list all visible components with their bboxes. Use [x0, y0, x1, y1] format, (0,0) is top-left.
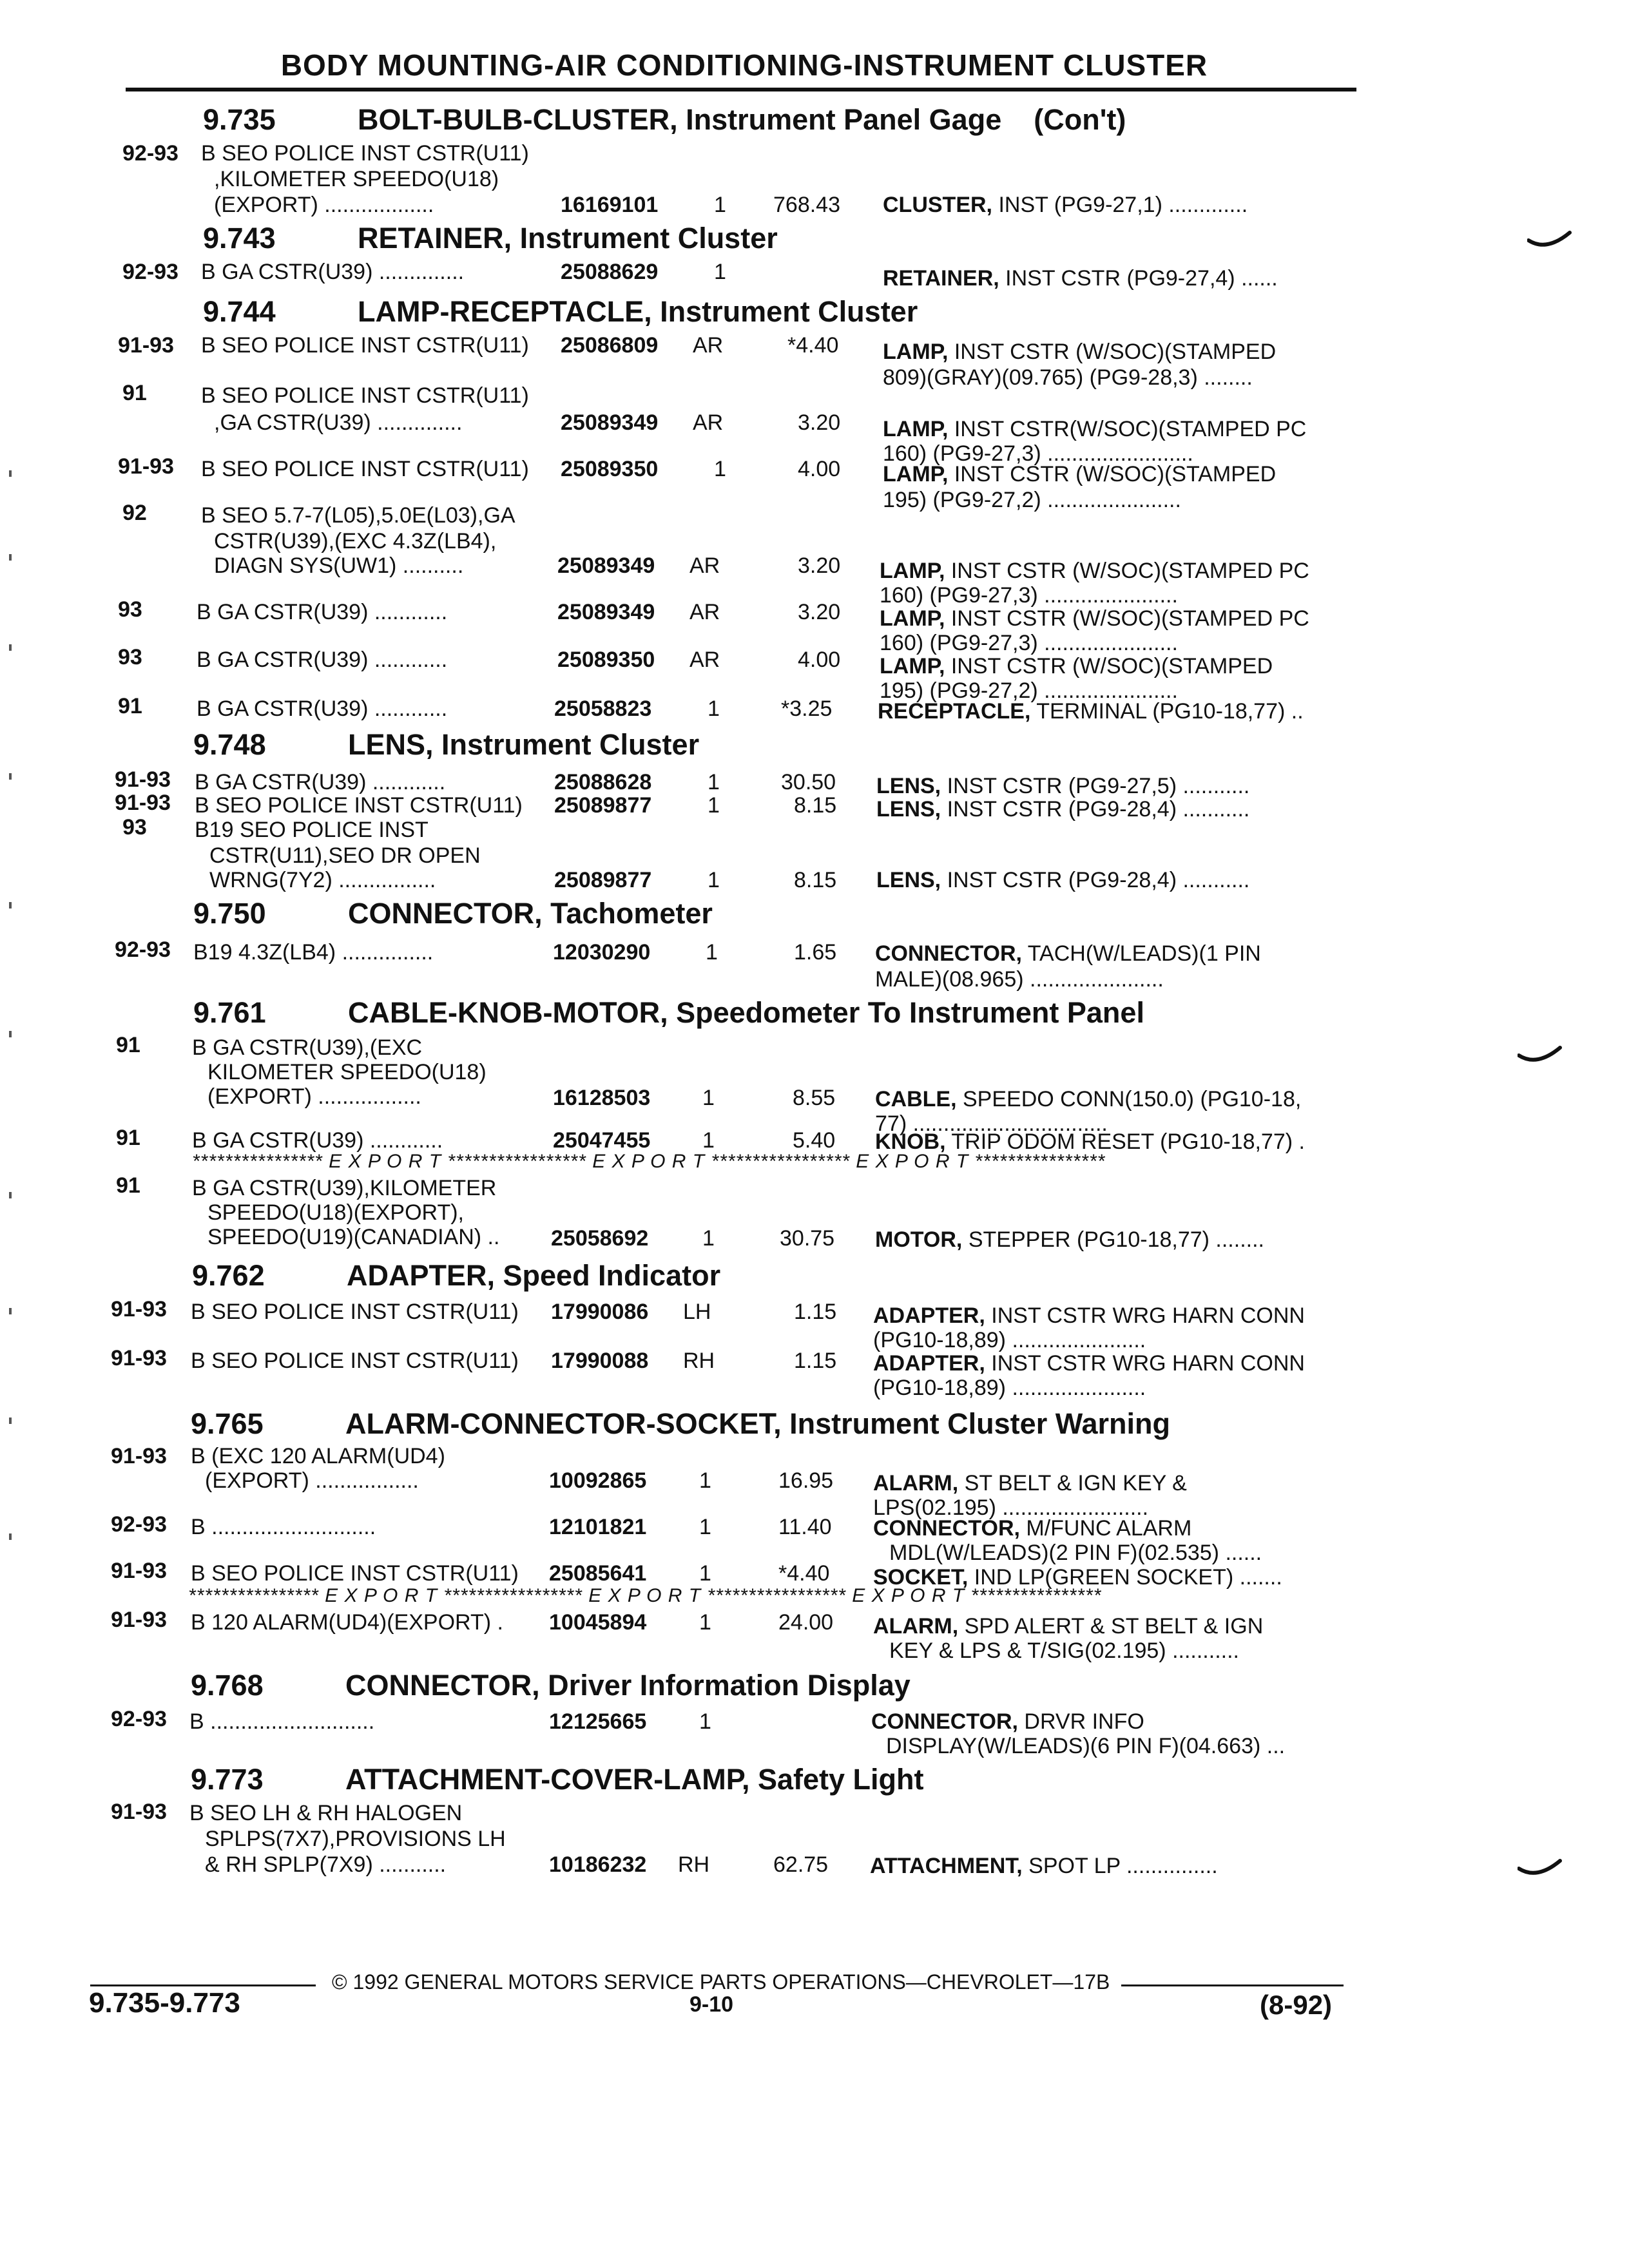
- part-number: 25089349: [557, 553, 655, 578]
- description-continued: KEY & LPS & T/SIG(02.195) ...........: [889, 1639, 1239, 1663]
- section-continued: (Con't): [1034, 103, 1126, 136]
- part-description: [873, 1613, 1263, 1639]
- part-number: 25088629: [561, 260, 659, 284]
- usage-text: CSTR(U39),(EXC 4.3Z(LB4),: [214, 529, 497, 553]
- model-year: 93: [122, 815, 147, 840]
- description-continued: 160) (PG9-27,3) ......................: [880, 583, 1178, 608]
- price: 3.20: [798, 600, 841, 624]
- usage-text: SPLPS(7X7),PROVISIONS LH: [205, 1827, 506, 1851]
- price: 30.50: [781, 770, 836, 794]
- description-keyword: CONNECTOR,: [875, 941, 1022, 966]
- section-heading: [192, 1259, 720, 1293]
- usage-text: B GA CSTR(U39) ............: [192, 1128, 443, 1153]
- usage-text: B GA CSTR(U39) ............: [197, 697, 448, 721]
- usage-text: ,KILOMETER SPEEDO(U18): [214, 167, 499, 191]
- usage-text: B SEO POLICE INST CSTR(U11): [201, 333, 529, 358]
- usage-text: B19 4.3Z(LB4) ...............: [193, 940, 434, 965]
- quantity: AR: [689, 553, 720, 578]
- description-keyword: CABLE,: [875, 1087, 957, 1111]
- usage-text: (EXPORT) ..................: [214, 193, 434, 217]
- check-mark-icon: [1518, 1857, 1563, 1883]
- description-text: IND LP(GREEN SOCKET) .......: [968, 1565, 1282, 1590]
- model-year: 91-93: [118, 454, 174, 479]
- description-text: INST CSTR (W/SOC)(STAMPED: [948, 462, 1277, 486]
- part-description: [880, 558, 1309, 584]
- part-number: 25088628: [554, 770, 652, 794]
- section-heading: [193, 728, 699, 762]
- model-year: 93: [118, 645, 142, 669]
- section-number: 9.748: [193, 728, 266, 761]
- model-year: 91-93: [111, 1444, 167, 1468]
- model-year: 93: [118, 597, 142, 622]
- page-title: BODY MOUNTING-AIR CONDITIONING-INSTRUMENT CLUSTER: [280, 48, 1208, 82]
- part-number: 25089877: [554, 868, 652, 892]
- quantity: 1: [699, 1515, 711, 1539]
- price: 8.15: [794, 793, 837, 818]
- price: 11.40: [778, 1515, 832, 1539]
- usage-text: B 120 ALARM(UD4)(EXPORT) .: [191, 1610, 503, 1635]
- margin-speck: [9, 1031, 12, 1037]
- part-description: [875, 941, 1261, 966]
- usage-text: B SEO POLICE INST CSTR(U11): [191, 1349, 519, 1373]
- section-title: CABLE-KNOB-MOTOR, Speedometer To Instrument Panel: [348, 996, 1144, 1029]
- usage-text: B SEO POLICE INST CSTR(U11): [191, 1561, 519, 1586]
- quantity: AR: [689, 648, 720, 672]
- part-description: [880, 606, 1309, 631]
- quantity: AR: [693, 333, 724, 358]
- description-continued: MALE)(08.965) ......................: [875, 967, 1164, 992]
- quantity: 1: [708, 697, 720, 721]
- usage-text: B (EXC 120 ALARM(UD4): [191, 1444, 445, 1468]
- part-description: [873, 1515, 1191, 1541]
- description-text: INST CSTR (PG9-28,4) ...........: [941, 797, 1250, 822]
- footer-date: (8-92): [1260, 1990, 1333, 2020]
- section-number: 9.765: [191, 1407, 264, 1440]
- part-description: [870, 1853, 1218, 1879]
- usage-text: B GA CSTR(U39),KILOMETER: [192, 1176, 497, 1200]
- check-mark-icon: [1518, 1044, 1563, 1070]
- quantity: 1: [708, 770, 720, 794]
- description-continued: 160) (PG9-27,3) ........................: [883, 441, 1193, 466]
- description-keyword: CLUSTER,: [883, 193, 992, 217]
- price: 768.43: [773, 193, 840, 217]
- margin-speck: [9, 1418, 12, 1424]
- price: 1.15: [794, 1349, 837, 1373]
- model-year: 92: [122, 501, 147, 525]
- price: 4.00: [798, 457, 841, 481]
- section-heading: [191, 1763, 924, 1796]
- description-text: SPD ALERT & ST BELT & IGN: [958, 1614, 1264, 1639]
- price: *4.40: [778, 1561, 830, 1586]
- usage-text: B SEO POLICE INST CSTR(U11): [195, 793, 523, 818]
- page-number: 9-10: [689, 1992, 734, 2017]
- part-number: 12101821: [549, 1515, 647, 1539]
- part-number: 25089877: [554, 793, 652, 818]
- quantity: RH: [683, 1349, 715, 1373]
- quantity: LH: [683, 1300, 711, 1324]
- quantity: 1: [708, 793, 720, 818]
- part-number: 25058823: [554, 697, 652, 721]
- price: 8.15: [794, 868, 837, 892]
- model-year: 91-93: [111, 1608, 167, 1632]
- description-text: TERMINAL (PG10-18,77) ..: [1030, 699, 1304, 724]
- section-number: 9.773: [191, 1763, 264, 1796]
- description-text: SPEEDO CONN(150.0) (PG10-18,: [956, 1087, 1302, 1111]
- margin-speck: [9, 1192, 12, 1198]
- description-text: INST CSTR (W/SOC)(STAMPED PC: [945, 559, 1309, 583]
- price: 8.55: [793, 1086, 836, 1110]
- description-keyword: LAMP,: [883, 462, 949, 486]
- price: 3.20: [798, 553, 841, 578]
- description-continued: 160) (PG9-27,3) ......................: [880, 631, 1178, 655]
- part-number: 25089350: [557, 648, 655, 672]
- description-continued: (PG10-18,89) ......................: [873, 1376, 1146, 1400]
- description-text: INST CSTR (PG9-27,4) ......: [999, 266, 1278, 291]
- part-description: [876, 796, 1249, 822]
- model-year: 92-93: [111, 1512, 167, 1537]
- model-year: 91-93: [115, 791, 171, 815]
- quantity: 1: [706, 940, 718, 965]
- section-title: BOLT-BULB-CLUSTER, Instrument Panel Gage: [358, 103, 1002, 136]
- description-text: DRVR INFO: [1017, 1709, 1144, 1734]
- part-description: [873, 1470, 1187, 1496]
- description-text: M/FUNC ALARM: [1019, 1516, 1192, 1541]
- margin-speck: [9, 1308, 12, 1314]
- price: *3.25: [781, 697, 833, 721]
- part-number: 17990086: [551, 1300, 649, 1324]
- description-text: ST BELT & IGN KEY &: [958, 1471, 1187, 1495]
- part-description: [873, 1350, 1305, 1376]
- usage-text: WRNG(7Y2) ................: [209, 868, 436, 892]
- section-heading: [203, 103, 1126, 137]
- part-description: [876, 867, 1249, 893]
- usage-text: (EXPORT) .................: [207, 1084, 421, 1109]
- quantity: 1: [699, 1610, 711, 1635]
- section-heading: [203, 222, 778, 255]
- model-year: 91: [116, 1033, 140, 1057]
- usage-text: B SEO POLICE INST CSTR(U11): [201, 141, 529, 166]
- description-keyword: ALARM,: [873, 1614, 959, 1639]
- usage-text: B SEO POLICE INST CSTR(U11): [191, 1300, 519, 1324]
- part-number: 17990088: [551, 1349, 649, 1373]
- description-text: INST CSTR WRG HARN CONN: [985, 1303, 1305, 1328]
- section-title: ALARM-CONNECTOR-SOCKET, Instrument Cluster Warning: [345, 1407, 1171, 1440]
- description-keyword: LENS,: [876, 797, 941, 822]
- usage-text: B SEO 5.7-7(L05),5.0E(L03),GA: [201, 503, 516, 528]
- usage-text: ,GA CSTR(U39) ..............: [214, 410, 463, 435]
- description-keyword: LAMP,: [880, 559, 945, 583]
- description-keyword: ADAPTER,: [873, 1303, 985, 1328]
- part-description: [883, 461, 1276, 487]
- model-year: 91: [116, 1173, 140, 1198]
- description-text: INST CSTR (PG9-27,5) ...........: [941, 774, 1250, 798]
- margin-speck: [9, 773, 12, 780]
- description-keyword: LAMP,: [880, 654, 945, 678]
- footer-range: 9.735-9.773: [89, 1987, 240, 2019]
- margin-speck: [9, 644, 12, 651]
- description-keyword: KNOB,: [875, 1129, 946, 1154]
- part-description: [873, 1303, 1305, 1329]
- quantity: 1: [702, 1086, 715, 1110]
- part-description: [883, 192, 1248, 218]
- model-year: 91: [116, 1126, 140, 1150]
- usage-text: B GA CSTR(U39) ............: [195, 770, 446, 794]
- section-title: ATTACHMENT-COVER-LAMP, Safety Light: [345, 1763, 924, 1796]
- quantity: 1: [702, 1128, 715, 1153]
- usage-text: CSTR(U11),SEO DR OPEN: [209, 843, 481, 868]
- section-number: 9.743: [203, 222, 276, 255]
- description-text: TACH(W/LEADS)(1 PIN: [1021, 941, 1261, 966]
- description-text: SPOT LP ...............: [1022, 1854, 1218, 1878]
- section-number: 9.750: [193, 897, 266, 930]
- description-keyword: LAMP,: [880, 606, 945, 631]
- price: 1.15: [794, 1300, 837, 1324]
- quantity: 1: [699, 1468, 711, 1493]
- part-number: 25089349: [557, 600, 655, 624]
- quantity: 1: [702, 1226, 715, 1251]
- part-description: [883, 265, 1278, 291]
- price: 3.20: [798, 410, 841, 435]
- part-description: [875, 1086, 1301, 1112]
- description-keyword: LENS,: [876, 774, 941, 798]
- section-title: CONNECTOR, Driver Information Display: [345, 1669, 911, 1702]
- model-year: 91-93: [111, 1346, 167, 1370]
- description-text: INST CSTR(W/SOC)(STAMPED PC: [948, 417, 1307, 441]
- part-number: 10092865: [549, 1468, 647, 1493]
- part-number: 12125665: [549, 1709, 647, 1734]
- section-heading: [193, 996, 1144, 1030]
- description-keyword: MOTOR,: [875, 1227, 963, 1252]
- description-keyword: LAMP,: [883, 340, 949, 364]
- description-keyword: LAMP,: [883, 417, 949, 441]
- part-number: 25089350: [561, 457, 659, 481]
- description-keyword: ALARM,: [873, 1471, 959, 1495]
- description-keyword: SOCKET,: [873, 1565, 969, 1590]
- quantity: 1: [708, 868, 720, 892]
- usage-text: B SEO POLICE INST CSTR(U11): [201, 457, 529, 481]
- usage-text: B ...........................: [189, 1709, 375, 1734]
- section-title: ADAPTER, Speed Indicator: [347, 1259, 721, 1292]
- margin-speck: [9, 470, 12, 477]
- description-continued: 195) (PG9-27,2) ......................: [880, 678, 1178, 703]
- description-continued: 195) (PG9-27,2) ......................: [883, 488, 1181, 512]
- price: 24.00: [778, 1610, 834, 1635]
- price: 16.95: [778, 1468, 834, 1493]
- quantity: AR: [693, 410, 724, 435]
- description-continued: DISPLAY(W/LEADS)(6 PIN F)(04.663) ...: [886, 1734, 1286, 1758]
- description-text: INST CSTR WRG HARN CONN: [985, 1351, 1305, 1376]
- quantity: 1: [714, 260, 726, 284]
- section-number: 9.735: [203, 103, 276, 136]
- price: 4.00: [798, 648, 841, 672]
- model-year: 92-93: [122, 260, 178, 284]
- price: 62.75: [773, 1852, 829, 1877]
- part-number: 12030290: [553, 940, 651, 965]
- part-description: [883, 339, 1276, 365]
- section-heading: [191, 1407, 1170, 1441]
- section-heading: [191, 1669, 911, 1702]
- price: 30.75: [780, 1226, 835, 1251]
- check-mark-icon: [1527, 229, 1572, 255]
- usage-text: SPEEDO(U19)(CANADIAN) ..: [207, 1225, 500, 1249]
- model-year: 91-93: [111, 1297, 167, 1321]
- usage-text: KILOMETER SPEEDO(U18): [207, 1060, 487, 1084]
- section-number: 9.762: [192, 1259, 265, 1292]
- description-keyword: RECEPTACLE,: [878, 699, 1031, 724]
- quantity: RH: [678, 1852, 710, 1877]
- description-keyword: ATTACHMENT,: [870, 1854, 1023, 1878]
- description-continued: 809)(GRAY)(09.765) (PG9-28,3) ........: [883, 365, 1253, 390]
- section-title: LAMP-RECEPTACLE, Instrument Cluster: [358, 295, 918, 328]
- price: 1.65: [794, 940, 837, 965]
- usage-text: B GA CSTR(U39) ..............: [201, 260, 465, 284]
- section-title: RETAINER, Instrument Cluster: [358, 222, 778, 255]
- parts-line: [122, 140, 178, 166]
- margin-speck: [9, 1533, 12, 1540]
- description-text: INST CSTR (PG9-28,4) ...........: [941, 868, 1250, 892]
- model-year: 91-93: [115, 767, 171, 792]
- model-year: 92-93: [122, 141, 178, 166]
- part-description: [878, 698, 1304, 724]
- section-heading: [203, 295, 918, 329]
- model-year: 91-93: [111, 1559, 167, 1583]
- quantity: 1: [714, 193, 726, 217]
- usage-text: DIAGN SYS(UW1) ..........: [214, 553, 464, 578]
- model-year: 91-93: [111, 1800, 167, 1824]
- quantity: 1: [714, 457, 726, 481]
- quantity: 1: [699, 1709, 711, 1734]
- description-text: INST CSTR (W/SOC)(STAMPED: [948, 340, 1277, 364]
- model-year: 91-93: [118, 333, 174, 358]
- description-continued: LPS(02.195) ........................: [873, 1495, 1149, 1520]
- description-text: INST CSTR (W/SOC)(STAMPED: [945, 654, 1273, 678]
- price: *4.40: [787, 333, 839, 358]
- usage-text: B GA CSTR(U39) ............: [197, 600, 448, 624]
- part-number: 25047455: [553, 1128, 651, 1153]
- quantity: AR: [689, 600, 720, 624]
- description-continued: MDL(W/LEADS)(2 PIN F)(02.535) ......: [889, 1541, 1262, 1565]
- usage-text: B ...........................: [191, 1515, 376, 1539]
- part-number: 25089349: [561, 410, 659, 435]
- part-description: [883, 416, 1306, 442]
- price: 5.40: [793, 1128, 836, 1153]
- footer-rule: [1121, 1984, 1344, 1986]
- description-keyword: RETAINER,: [883, 266, 999, 291]
- description-text: STEPPER (PG10-18,77) ........: [962, 1227, 1264, 1252]
- description-text: INST (PG9-27,1) .............: [992, 193, 1248, 217]
- model-year: 92-93: [111, 1707, 167, 1731]
- usage-text: (EXPORT) .................: [205, 1468, 419, 1493]
- footer-rule: [90, 1984, 316, 1986]
- margin-speck: [9, 554, 12, 561]
- export-banner: **************** E X P O R T ***************** E X P O R T ***************** E X P O R T ****************: [192, 1151, 1106, 1172]
- usage-text: SPEEDO(U18)(EXPORT),: [207, 1200, 465, 1225]
- part-number: 16128503: [553, 1086, 651, 1110]
- usage-text: B SEO LH & RH HALOGEN: [189, 1801, 463, 1825]
- part-number: 16169101: [561, 193, 659, 217]
- part-number: 25086809: [561, 333, 659, 358]
- part-number: 25058692: [551, 1226, 649, 1251]
- part-description: [876, 773, 1249, 799]
- usage-text: B GA CSTR(U39),(EXC: [192, 1035, 423, 1060]
- footer-copyright: © 1992 GENERAL MOTORS SERVICE PARTS OPERATIONS—CHEVROLET—17B: [332, 1970, 1110, 1994]
- section-number: 9.744: [203, 295, 276, 328]
- description-keyword: LENS,: [876, 868, 941, 892]
- model-year: 91: [118, 694, 142, 718]
- usage-text: & RH SPLP(7X9) ...........: [205, 1852, 447, 1877]
- section-number: 9.761: [193, 996, 266, 1029]
- description-text: TRIP ODOM RESET (PG10-18,77) .: [945, 1129, 1305, 1154]
- margin-speck: [9, 902, 12, 908]
- section-title: CONNECTOR, Tachometer: [348, 897, 713, 930]
- model-year: 92-93: [115, 937, 171, 962]
- quantity: 1: [699, 1561, 711, 1586]
- section-heading: [193, 897, 713, 930]
- usage-text: B GA CSTR(U39) ............: [197, 648, 448, 672]
- export-banner: **************** E X P O R T ***************** E X P O R T ***************** E X P O R T ****************: [188, 1585, 1102, 1606]
- usage-text: B19 SEO POLICE INST: [195, 818, 429, 842]
- usage-text: B SEO POLICE INST CSTR(U11): [201, 383, 529, 408]
- part-description: [871, 1709, 1144, 1735]
- header-rule: [126, 88, 1356, 91]
- description-keyword: ADAPTER,: [873, 1351, 985, 1376]
- part-description: [880, 653, 1273, 679]
- description-continued: (PG10-18,89) ......................: [873, 1328, 1146, 1352]
- description-keyword: CONNECTOR,: [873, 1516, 1020, 1541]
- section-title: LENS, Instrument Cluster: [348, 728, 700, 761]
- model-year: 91: [122, 381, 147, 405]
- part-number: 10045894: [549, 1610, 647, 1635]
- description-continued: 77) ................................: [875, 1111, 1108, 1136]
- section-number: 9.768: [191, 1669, 264, 1702]
- part-number: 25085641: [549, 1561, 647, 1586]
- part-description: [875, 1227, 1264, 1253]
- description-text: INST CSTR (W/SOC)(STAMPED PC: [945, 606, 1309, 631]
- description-keyword: CONNECTOR,: [871, 1709, 1018, 1734]
- part-number: 10186232: [549, 1852, 647, 1877]
